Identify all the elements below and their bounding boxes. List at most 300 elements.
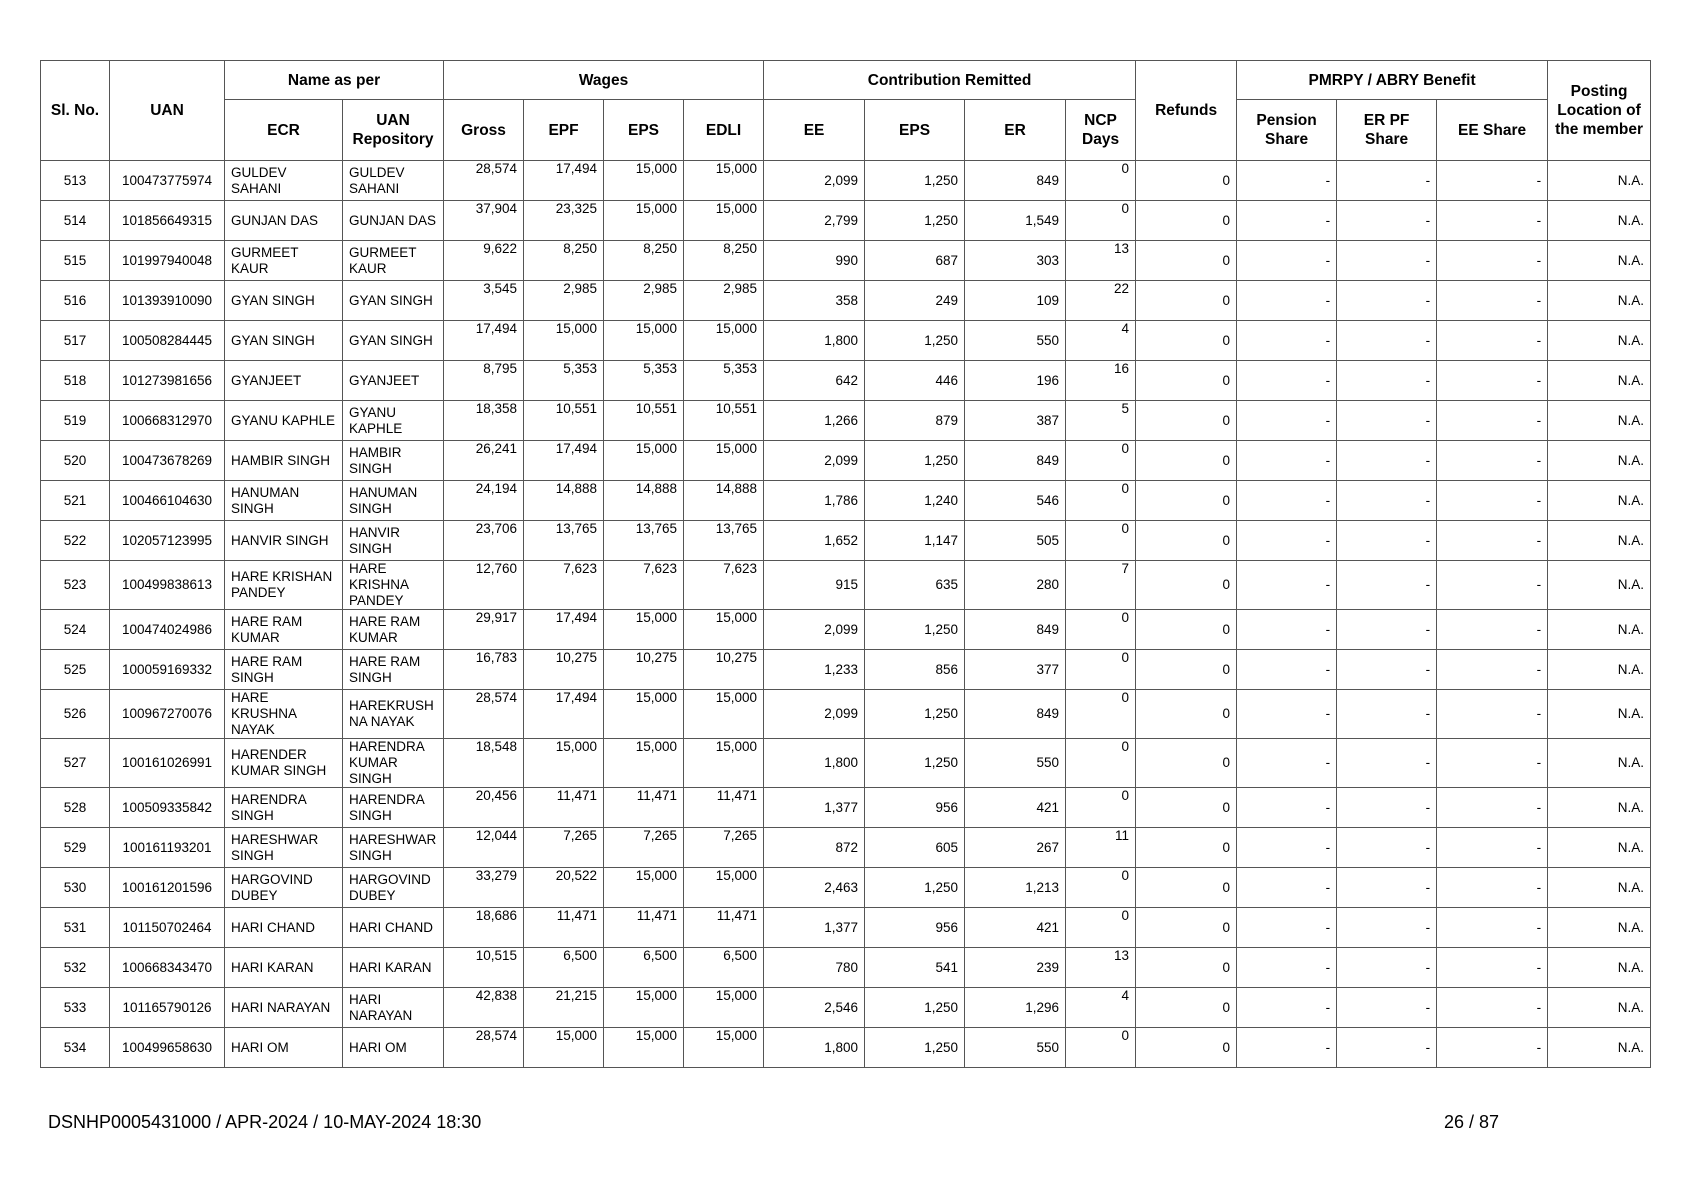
cell-ee-share: -	[1437, 690, 1548, 739]
cell-ecr-name: GULDEV SAHANI	[225, 161, 343, 201]
cell-er: 239	[965, 948, 1066, 988]
cell-pension-share: -	[1237, 908, 1337, 948]
cell-ee: 2,099	[764, 610, 865, 650]
cell-wages-eps: 15,000	[604, 868, 684, 908]
cell-edli: 15,000	[684, 201, 764, 241]
table-row	[41, 561, 1651, 610]
cell-ncp-days: 0	[1066, 690, 1136, 739]
cell-edli: 11,471	[684, 908, 764, 948]
cell-uan: 101393910090	[110, 281, 225, 321]
cell-pension-share: -	[1237, 988, 1337, 1028]
cell-contribution-eps: 1,250	[865, 610, 965, 650]
cell-gross: 28,574	[444, 161, 524, 201]
cell-pension-share: -	[1237, 739, 1337, 788]
cell-wages-eps: 13,765	[604, 521, 684, 561]
ecr-contribution-table	[40, 60, 1651, 1068]
cell-ecr-name: HARI NARAYAN	[225, 988, 343, 1028]
cell-pension-share: -	[1237, 828, 1337, 868]
cell-er: 1,296	[965, 988, 1066, 1028]
cell-uan: 101997940048	[110, 241, 225, 281]
cell-contribution-eps: 956	[865, 908, 965, 948]
cell-wages-eps: 15,000	[604, 610, 684, 650]
cell-uan: 101856649315	[110, 201, 225, 241]
cell-posting-location: N.A.	[1548, 561, 1651, 610]
cell-refunds: 0	[1136, 788, 1237, 828]
cell-uan: 100499658630	[110, 1028, 225, 1068]
cell-ee-share: -	[1437, 201, 1548, 241]
cell-uan: 100161026991	[110, 739, 225, 788]
cell-sl-no: 526	[41, 690, 110, 739]
cell-contribution-eps: 1,250	[865, 201, 965, 241]
cell-edli: 10,275	[684, 650, 764, 690]
cell-contribution-eps: 1,250	[865, 690, 965, 739]
cell-posting-location: N.A.	[1548, 241, 1651, 281]
header-contribution-eps: EPS	[865, 100, 965, 161]
cell-er-pf-share: -	[1337, 868, 1437, 908]
cell-ncp-days: 0	[1066, 739, 1136, 788]
cell-wages-eps: 15,000	[604, 739, 684, 788]
cell-edli: 10,551	[684, 401, 764, 441]
cell-ee: 1,377	[764, 908, 865, 948]
cell-posting-location: N.A.	[1548, 739, 1651, 788]
cell-pension-share: -	[1237, 481, 1337, 521]
header-contribution-remitted: Contribution Remitted	[764, 61, 1136, 100]
cell-ee: 1,786	[764, 481, 865, 521]
cell-uan-repository-name: HAREKRUSH NA NAYAK	[343, 690, 444, 739]
cell-edli: 13,765	[684, 521, 764, 561]
cell-wages-eps: 10,551	[604, 401, 684, 441]
cell-refunds: 0	[1136, 610, 1237, 650]
table-row	[41, 241, 1651, 281]
table-row	[41, 1028, 1651, 1068]
cell-ncp-days: 0	[1066, 650, 1136, 690]
cell-er: 196	[965, 361, 1066, 401]
cell-gross: 12,044	[444, 828, 524, 868]
cell-gross: 9,622	[444, 241, 524, 281]
header-er: ER	[965, 100, 1066, 161]
cell-edli: 14,888	[684, 481, 764, 521]
cell-gross: 8,795	[444, 361, 524, 401]
cell-edli: 7,265	[684, 828, 764, 868]
cell-refunds: 0	[1136, 401, 1237, 441]
cell-pension-share: -	[1237, 281, 1337, 321]
cell-er: 1,213	[965, 868, 1066, 908]
cell-er-pf-share: -	[1337, 1028, 1437, 1068]
cell-uan-repository-name: HAMBIR SINGH	[343, 441, 444, 481]
cell-er: 505	[965, 521, 1066, 561]
cell-sl-no: 517	[41, 321, 110, 361]
cell-er-pf-share: -	[1337, 828, 1437, 868]
cell-edli: 15,000	[684, 161, 764, 201]
cell-contribution-eps: 1,250	[865, 441, 965, 481]
cell-refunds: 0	[1136, 868, 1237, 908]
cell-pension-share: -	[1237, 441, 1337, 481]
cell-edli: 15,000	[684, 690, 764, 739]
cell-ee-share: -	[1437, 788, 1548, 828]
cell-ee-share: -	[1437, 241, 1548, 281]
table-row	[41, 441, 1651, 481]
table-row	[41, 161, 1651, 201]
header-er-pf-share: ER PF Share	[1337, 100, 1437, 161]
cell-ee-share: -	[1437, 161, 1548, 201]
cell-pension-share: -	[1237, 948, 1337, 988]
cell-sl-no: 524	[41, 610, 110, 650]
cell-uan-repository-name: GYANU KAPHLE	[343, 401, 444, 441]
cell-uan: 100161193201	[110, 828, 225, 868]
cell-uan-repository-name: HARENDRA KUMAR SINGH	[343, 739, 444, 788]
cell-uan: 100509335842	[110, 788, 225, 828]
cell-er: 387	[965, 401, 1066, 441]
cell-wages-eps: 15,000	[604, 988, 684, 1028]
cell-er: 280	[965, 561, 1066, 610]
cell-ecr-name: HANVIR SINGH	[225, 521, 343, 561]
cell-er-pf-share: -	[1337, 201, 1437, 241]
cell-gross: 23,706	[444, 521, 524, 561]
cell-edli: 15,000	[684, 321, 764, 361]
cell-ecr-name: HANUMAN SINGH	[225, 481, 343, 521]
cell-posting-location: N.A.	[1548, 948, 1651, 988]
cell-posting-location: N.A.	[1548, 321, 1651, 361]
cell-posting-location: N.A.	[1548, 521, 1651, 561]
cell-er-pf-share: -	[1337, 161, 1437, 201]
cell-uan-repository-name: HARI OM	[343, 1028, 444, 1068]
cell-ncp-days: 0	[1066, 868, 1136, 908]
cell-gross: 37,904	[444, 201, 524, 241]
cell-uan: 100466104630	[110, 481, 225, 521]
header-sl-no: Sl. No.	[41, 61, 110, 161]
cell-ncp-days: 0	[1066, 161, 1136, 201]
cell-ecr-name: HARE KRUSHNA NAYAK	[225, 690, 343, 739]
cell-ncp-days: 0	[1066, 908, 1136, 948]
cell-ee-share: -	[1437, 441, 1548, 481]
cell-ee: 1,233	[764, 650, 865, 690]
cell-epf: 11,471	[524, 908, 604, 948]
cell-ecr-name: GURMEET KAUR	[225, 241, 343, 281]
cell-refunds: 0	[1136, 908, 1237, 948]
cell-uan: 100473775974	[110, 161, 225, 201]
cell-ncp-days: 0	[1066, 481, 1136, 521]
cell-refunds: 0	[1136, 948, 1237, 988]
cell-er: 849	[965, 441, 1066, 481]
cell-er-pf-share: -	[1337, 281, 1437, 321]
cell-edli: 8,250	[684, 241, 764, 281]
cell-sl-no: 514	[41, 201, 110, 241]
cell-ee: 915	[764, 561, 865, 610]
cell-er: 849	[965, 690, 1066, 739]
cell-gross: 28,574	[444, 690, 524, 739]
cell-posting-location: N.A.	[1548, 868, 1651, 908]
cell-gross: 18,358	[444, 401, 524, 441]
cell-er-pf-share: -	[1337, 561, 1437, 610]
cell-ncp-days: 0	[1066, 201, 1136, 241]
cell-uan-repository-name: HARI NARAYAN	[343, 988, 444, 1028]
cell-uan-repository-name: HARGOVIND DUBEY	[343, 868, 444, 908]
cell-pension-share: -	[1237, 561, 1337, 610]
cell-ee: 2,099	[764, 441, 865, 481]
cell-gross: 29,917	[444, 610, 524, 650]
cell-gross: 28,574	[444, 1028, 524, 1068]
cell-uan: 100499838613	[110, 561, 225, 610]
cell-ncp-days: 13	[1066, 241, 1136, 281]
cell-contribution-eps: 1,250	[865, 1028, 965, 1068]
cell-contribution-eps: 1,147	[865, 521, 965, 561]
cell-ee: 1,377	[764, 788, 865, 828]
cell-edli: 7,623	[684, 561, 764, 610]
header-ee-share: EE Share	[1437, 100, 1548, 161]
cell-sl-no: 530	[41, 868, 110, 908]
cell-ee-share: -	[1437, 1028, 1548, 1068]
cell-epf: 14,888	[524, 481, 604, 521]
cell-epf: 13,765	[524, 521, 604, 561]
cell-pension-share: -	[1237, 161, 1337, 201]
cell-gross: 3,545	[444, 281, 524, 321]
cell-contribution-eps: 1,250	[865, 739, 965, 788]
cell-pension-share: -	[1237, 241, 1337, 281]
cell-er-pf-share: -	[1337, 650, 1437, 690]
cell-uan-repository-name: HARI CHAND	[343, 908, 444, 948]
cell-refunds: 0	[1136, 739, 1237, 788]
cell-sl-no: 522	[41, 521, 110, 561]
cell-contribution-eps: 856	[865, 650, 965, 690]
cell-refunds: 0	[1136, 241, 1237, 281]
cell-uan-repository-name: GURMEET KAUR	[343, 241, 444, 281]
cell-ncp-days: 0	[1066, 610, 1136, 650]
cell-wages-eps: 15,000	[604, 201, 684, 241]
cell-refunds: 0	[1136, 1028, 1237, 1068]
table-row	[41, 610, 1651, 650]
cell-wages-eps: 11,471	[604, 908, 684, 948]
cell-ee: 1,800	[764, 321, 865, 361]
cell-refunds: 0	[1136, 441, 1237, 481]
table-row	[41, 948, 1651, 988]
header-ee: EE	[764, 100, 865, 161]
cell-refunds: 0	[1136, 321, 1237, 361]
cell-posting-location: N.A.	[1548, 201, 1651, 241]
table-row	[41, 739, 1651, 788]
cell-gross: 16,783	[444, 650, 524, 690]
cell-contribution-eps: 1,250	[865, 988, 965, 1028]
cell-edli: 15,000	[684, 739, 764, 788]
cell-er-pf-share: -	[1337, 521, 1437, 561]
cell-uan-repository-name: HARI KARAN	[343, 948, 444, 988]
cell-ee-share: -	[1437, 521, 1548, 561]
cell-uan: 101150702464	[110, 908, 225, 948]
cell-sl-no: 521	[41, 481, 110, 521]
cell-epf: 23,325	[524, 201, 604, 241]
cell-epf: 6,500	[524, 948, 604, 988]
cell-contribution-eps: 249	[865, 281, 965, 321]
cell-uan-repository-name: GYAN SINGH	[343, 321, 444, 361]
cell-refunds: 0	[1136, 690, 1237, 739]
cell-wages-eps: 7,623	[604, 561, 684, 610]
cell-epf: 15,000	[524, 321, 604, 361]
cell-er-pf-share: -	[1337, 441, 1437, 481]
cell-ecr-name: HARE KRISHAN PANDEY	[225, 561, 343, 610]
table-row	[41, 321, 1651, 361]
cell-wages-eps: 15,000	[604, 321, 684, 361]
cell-pension-share: -	[1237, 201, 1337, 241]
cell-ee: 1,800	[764, 739, 865, 788]
cell-er-pf-share: -	[1337, 788, 1437, 828]
cell-gross: 12,760	[444, 561, 524, 610]
table-row	[41, 690, 1651, 739]
cell-epf: 5,353	[524, 361, 604, 401]
cell-sl-no: 527	[41, 739, 110, 788]
cell-contribution-eps: 879	[865, 401, 965, 441]
cell-er-pf-share: -	[1337, 610, 1437, 650]
cell-ee-share: -	[1437, 321, 1548, 361]
cell-epf: 10,551	[524, 401, 604, 441]
cell-contribution-eps: 635	[865, 561, 965, 610]
cell-wages-eps: 2,985	[604, 281, 684, 321]
cell-gross: 42,838	[444, 988, 524, 1028]
cell-edli: 15,000	[684, 868, 764, 908]
cell-epf: 7,623	[524, 561, 604, 610]
cell-ee-share: -	[1437, 739, 1548, 788]
cell-sl-no: 533	[41, 988, 110, 1028]
cell-epf: 7,265	[524, 828, 604, 868]
cell-posting-location: N.A.	[1548, 988, 1651, 1028]
cell-gross: 10,515	[444, 948, 524, 988]
cell-er: 849	[965, 610, 1066, 650]
cell-refunds: 0	[1136, 201, 1237, 241]
cell-posting-location: N.A.	[1548, 828, 1651, 868]
cell-ee: 2,099	[764, 161, 865, 201]
header-uan-repository: UAN Repository	[343, 100, 444, 161]
cell-ecr-name: HARE RAM KUMAR	[225, 610, 343, 650]
cell-uan: 100668312970	[110, 401, 225, 441]
header-name-as-per: Name as per	[225, 61, 444, 100]
header-pension-share: Pension Share	[1237, 100, 1337, 161]
cell-er: 1,549	[965, 201, 1066, 241]
cell-ecr-name: HARE RAM SINGH	[225, 650, 343, 690]
cell-refunds: 0	[1136, 988, 1237, 1028]
cell-er: 109	[965, 281, 1066, 321]
cell-ecr-name: GUNJAN DAS	[225, 201, 343, 241]
cell-ecr-name: HARESHWAR SINGH	[225, 828, 343, 868]
cell-epf: 21,215	[524, 988, 604, 1028]
cell-sl-no: 518	[41, 361, 110, 401]
cell-posting-location: N.A.	[1548, 1028, 1651, 1068]
cell-posting-location: N.A.	[1548, 281, 1651, 321]
cell-ncp-days: 7	[1066, 561, 1136, 610]
table-body	[41, 161, 1651, 1068]
table-row	[41, 650, 1651, 690]
cell-ecr-name: HARGOVIND DUBEY	[225, 868, 343, 908]
cell-sl-no: 513	[41, 161, 110, 201]
cell-er: 546	[965, 481, 1066, 521]
cell-pension-share: -	[1237, 650, 1337, 690]
cell-gross: 33,279	[444, 868, 524, 908]
cell-posting-location: N.A.	[1548, 161, 1651, 201]
cell-wages-eps: 6,500	[604, 948, 684, 988]
cell-er-pf-share: -	[1337, 241, 1437, 281]
page-number: 26 / 87	[1444, 1112, 1500, 1132]
cell-uan: 100161201596	[110, 868, 225, 908]
cell-edli: 15,000	[684, 441, 764, 481]
cell-er-pf-share: -	[1337, 481, 1437, 521]
cell-contribution-eps: 687	[865, 241, 965, 281]
cell-ecr-name: GYAN SINGH	[225, 281, 343, 321]
cell-epf: 17,494	[524, 690, 604, 739]
cell-uan-repository-name: HANUMAN SINGH	[343, 481, 444, 521]
table-row	[41, 481, 1651, 521]
cell-pension-share: -	[1237, 788, 1337, 828]
cell-gross: 26,241	[444, 441, 524, 481]
cell-epf: 17,494	[524, 161, 604, 201]
cell-pension-share: -	[1237, 401, 1337, 441]
cell-ee-share: -	[1437, 650, 1548, 690]
cell-wages-eps: 15,000	[604, 690, 684, 739]
cell-uan: 100473678269	[110, 441, 225, 481]
cell-gross: 24,194	[444, 481, 524, 521]
cell-contribution-eps: 1,250	[865, 161, 965, 201]
cell-uan: 100059169332	[110, 650, 225, 690]
cell-ncp-days: 11	[1066, 828, 1136, 868]
cell-ecr-name: HARENDER KUMAR SINGH	[225, 739, 343, 788]
cell-ee-share: -	[1437, 561, 1548, 610]
header-pmrpy-abry-benefit: PMRPY / ABRY Benefit	[1237, 61, 1548, 100]
cell-epf: 2,985	[524, 281, 604, 321]
cell-posting-location: N.A.	[1548, 610, 1651, 650]
cell-ncp-days: 5	[1066, 401, 1136, 441]
cell-ecr-name: GYANU KAPHLE	[225, 401, 343, 441]
cell-ecr-name: HARI KARAN	[225, 948, 343, 988]
cell-uan-repository-name: GUNJAN DAS	[343, 201, 444, 241]
cell-wages-eps: 5,353	[604, 361, 684, 401]
cell-sl-no: 532	[41, 948, 110, 988]
header-uan: UAN	[110, 61, 225, 161]
cell-ee-share: -	[1437, 401, 1548, 441]
cell-gross: 17,494	[444, 321, 524, 361]
cell-sl-no: 519	[41, 401, 110, 441]
table-row	[41, 788, 1651, 828]
table-row	[41, 868, 1651, 908]
cell-er: 421	[965, 788, 1066, 828]
cell-er: 303	[965, 241, 1066, 281]
table-header	[41, 61, 1651, 161]
cell-er-pf-share: -	[1337, 948, 1437, 988]
document-reference: DSNHP0005431000 / APR-2024 / 10-MAY-2024 18:30	[48, 1112, 482, 1132]
cell-sl-no: 515	[41, 241, 110, 281]
cell-er-pf-share: -	[1337, 908, 1437, 948]
cell-pension-share: -	[1237, 361, 1337, 401]
cell-ee: 1,266	[764, 401, 865, 441]
table-row	[41, 908, 1651, 948]
cell-er-pf-share: -	[1337, 988, 1437, 1028]
cell-pension-share: -	[1237, 521, 1337, 561]
cell-ncp-days: 0	[1066, 788, 1136, 828]
cell-er-pf-share: -	[1337, 361, 1437, 401]
cell-ecr-name: HAMBIR SINGH	[225, 441, 343, 481]
cell-ncp-days: 16	[1066, 361, 1136, 401]
cell-refunds: 0	[1136, 361, 1237, 401]
cell-ee: 2,463	[764, 868, 865, 908]
cell-ncp-days: 4	[1066, 321, 1136, 361]
cell-ecr-name: GYAN SINGH	[225, 321, 343, 361]
cell-ee-share: -	[1437, 988, 1548, 1028]
cell-uan: 102057123995	[110, 521, 225, 561]
cell-uan: 101165790126	[110, 988, 225, 1028]
cell-wages-eps: 15,000	[604, 441, 684, 481]
cell-sl-no: 534	[41, 1028, 110, 1068]
cell-refunds: 0	[1136, 481, 1237, 521]
cell-sl-no: 525	[41, 650, 110, 690]
cell-ee: 2,546	[764, 988, 865, 1028]
cell-pension-share: -	[1237, 1028, 1337, 1068]
cell-refunds: 0	[1136, 161, 1237, 201]
cell-ee: 2,099	[764, 690, 865, 739]
